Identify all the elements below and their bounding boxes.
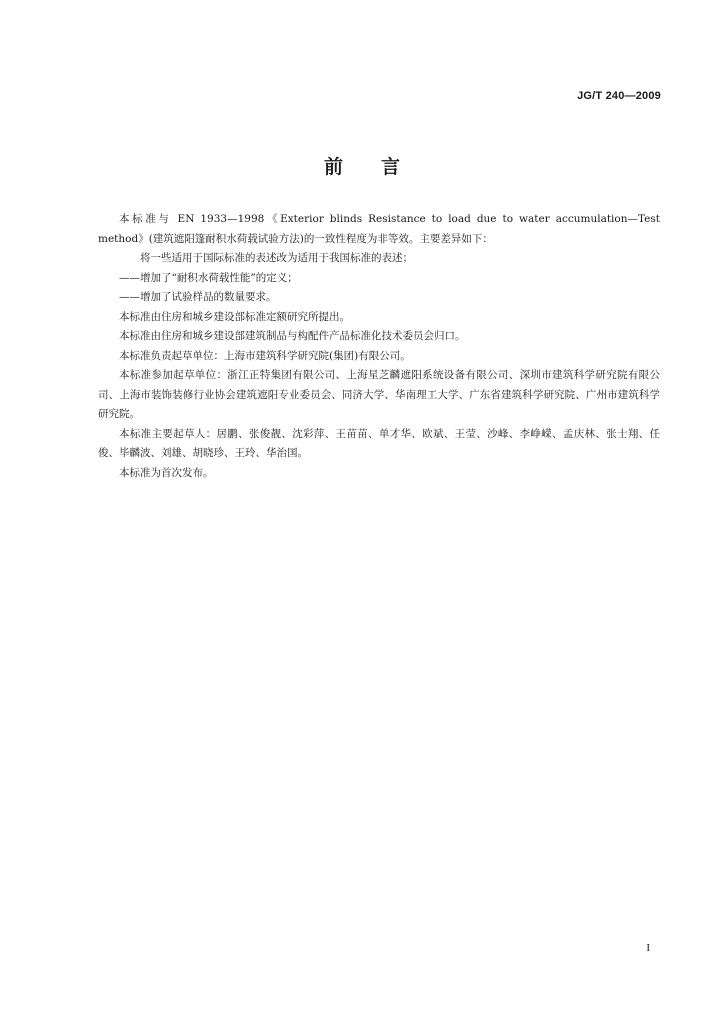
paragraph-difference-2: ——增加了“耐积水荷载性能”的定义； — [119, 271, 298, 284]
paragraph-equivalence: 本标准与 EN 1933—1998《Exterior blinds Resistance to load due to water accumulation—Test method》(建筑遮阳篷耐积水荷载试验方法)的一致性程度为非等效。主要差异如下： — [98, 213, 660, 245]
paragraph-difference-3: ——增加了试验样品的数量要求。 — [119, 291, 277, 303]
paragraph-participating-drafters: 本标准参加起草单位：浙江正特集团有限公司、上海星芝麟遮阳系统设备有限公司、深圳市建筑科学研究院有限公司、上海市装饰装修行业协会建筑遮阳专业委员会、同济大学、华南理工大学、广东省建筑科学研究院、广州市建筑科学研究院。 — [98, 369, 660, 420]
paragraph-responsible-committee: 本标准由住房和城乡建设部建筑制品与构配件产品标准化技术委员会归口。 — [119, 330, 466, 342]
foreword-body — [98, 210, 660, 483]
standard-number: JG/T 240—2009 — [577, 90, 661, 102]
paragraph-proposer: 本标准由住房和城乡建设部标准定额研究所提出。 — [119, 310, 350, 323]
page-title: 前言 — [323, 156, 438, 178]
paragraph-lead-drafter: 本标准负责起草单位：上海市建筑科学研究院(集团)有限公司。 — [119, 349, 411, 362]
paragraph-main-drafters: 本标准主要起草人：居鹏、张俊靓、沈彩萍、王苗苗、单才华、欧斌、王莹、沙峰、李峥嵘、孟庆林、张士翔、任俊、毕麟波、刘雄、胡晓珍、王玲、华治国。 — [98, 427, 660, 459]
paragraph-first-release: 本标准为首次发布。 — [119, 466, 214, 479]
page-number: I — [646, 942, 650, 954]
paragraph-difference-1: 将一些适用于国际标准的表述改为适用于我国标准的表述； — [140, 252, 413, 264]
